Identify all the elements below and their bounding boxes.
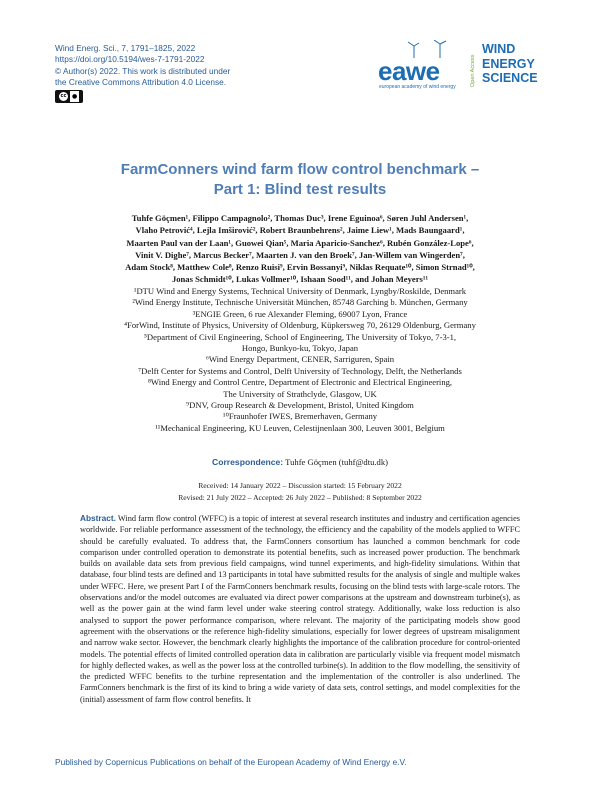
correspondence-label: Correspondence: — [212, 457, 284, 467]
accepted-dates: Revised: 21 July 2022 – Accepted: 26 July 2022 – Published: 8 September 2022 — [178, 492, 422, 502]
affiliation: ³ENGIE Green, 6 rue Alexander Fleming, 69007 Lyon, France — [192, 308, 408, 319]
copyright-line: © Author(s) 2022. This work is distributed under — [55, 65, 231, 76]
affiliation: ⁷Delft Center for Systems and Control, Delft University of Technology, Delft, the Netherlands — [138, 365, 462, 376]
affiliation: ⁹DNV, Group Research & Development, Bristol, United Kingdom — [186, 400, 414, 411]
affiliation: Hongo, Bunkyo-ku, Tokyo, Japan — [241, 343, 359, 354]
author-line: Adam Stock⁸, Matthew Cole⁸, Renzo Ruisi⁹, Ervin Bossanyi⁹, Niklas Requate¹⁰, Simon Strnad¹⁰, — [125, 262, 475, 273]
author-line: Maarten Paul van der Laan¹, Guowei Qian⁵, Maria Aparicio-Sanchez⁶, Rubén González-Lope⁶, — [126, 237, 474, 248]
author-line: Tuhfe Göçmen¹, Filippo Campagnolo², Thomas Duc³, Irene Eguinoa⁶, Søren Juhl Andersen¹, — [131, 213, 469, 223]
attribution-icon: ● — [70, 91, 79, 102]
correspondence-email[interactable]: Tuhfe Göçmen (tuhf@dtu.dk) — [285, 457, 388, 467]
eawe-wordmark: eawe — [378, 56, 440, 86]
affiliation: ¹DTU Wind and Energy Systems, Technical University of Denmark, Lyngby/Roskilde, Denmark — [133, 286, 467, 296]
creative-commons-icon: cc — [59, 92, 68, 101]
abstract — [80, 513, 520, 705]
affiliation: ¹⁰Fraunhofer IWES, Bremerhaven, Germany — [222, 411, 378, 422]
received-dates: Received: 14 January 2022 – Discussion started: 15 February 2022 — [198, 481, 402, 490]
affiliation: ⁵Department of Civil Engineering, School of Engineering, The University of Tokyo, 7-3-1, — [143, 331, 457, 342]
correspondence — [70, 457, 530, 467]
author-list — [70, 212, 530, 286]
cc-by-license-icon[interactable] — [55, 90, 83, 103]
journal-logo[interactable] — [378, 40, 553, 102]
author-line: Vlaho Petrović⁴, Lejla Imširović², Robert Braunbehrens², Jaime Liew¹, Mads Baungaard¹, — [135, 225, 465, 236]
open-access-label: Open Access — [470, 54, 476, 88]
affiliation: ²Wind Energy Institute, Technische Universität München, 85748 Garching b. München, Germany — [132, 297, 468, 308]
affiliation-list — [70, 286, 530, 434]
journal-header — [55, 43, 315, 103]
affiliation: The University of Strathclyde, Glasgow, UK — [223, 388, 377, 399]
doi-link[interactable]: https://doi.org/10.5194/wes-7-1791-2022 — [55, 54, 205, 65]
publisher-footer[interactable]: Published by Copernicus Publications on behalf of the European Academy of Wind Energy e.V. — [55, 757, 407, 767]
affiliation: ⁴ForWind, Institute of Physics, University of Oldenburg, Küpkersweg 70, 26129 Oldenburg, Germany — [124, 320, 476, 331]
journal-name: WIND ENERGY SCIENCE — [482, 42, 538, 85]
eawe-subtitle: european academy of wind energy — [379, 84, 456, 90]
paper-title: FarmConners wind farm flow control benchmark – Part 1: Blind test results — [120, 161, 480, 198]
citation: Wind Energ. Sci., 7, 1791–1825, 2022 — [55, 43, 196, 53]
author-line: Jonas Schmidt¹⁰, Lukas Vollmer¹⁰, Ishaan Sood¹¹, and Johan Meyers¹¹ — [171, 274, 429, 285]
affiliation: ⁸Wind Energy and Control Centre, Department of Electronic and Electrical Engineering, — [147, 377, 453, 388]
abstract-text: Wind farm flow control (WFFC) is a topic of interest at several research institutes and industry and certification agencies worldwide. For reliable performance assessment of the technology, the efficiency and the capability of the models applied to WFFC should be carefully evaluated. To address that, the FarmConners consortium has launched a common benchmark for code comparison under controlled operation to demonstrate its potential benefits, such as increased power production. The benchmark builds on available data sets from previous field campaigns, wind tunnel experiments, and high-fidelity simulations. Within that database, four blind tests are defined and 13 participants in total have submitted results for the analysis of single and multiple wakes under WFFC. Here, we present Part I of the FarmConners benchmark results, focusing on the blind tests with large-scale rotors. The observations and/or the model outcomes are evaluated via direct power comparisons at the upstream and downstream turbine(s), as well as the power gain at the wind farm level under wake steering control strategy. Additionally, wake loss reduction is also analysed to support the power performance comparison, where relevant. The majority of the participating models show good agreement with the observations or the reference high-fidelity simulations, especially for lower degrees of upstream misalignment and narrow wake sector. However, the benchmark clearly highlights the importance of the calibration procedure for control-oriented models. The potential effects of limited controlled operation data in calibration are particularly visible via frequent model mismatch for highly deflected wakes, as well as the power loss at the controlled turbine(s). In addition to the flow modelling, the sensitivity of the predicted WFFC benefits to the turbine representation and the implementation of the controller is also underlined. The FarmConners benchmark is the first of its kind to bring a wide variety of data sets, control settings, and model complexities for the (initial) assessment of farm flow control benefits. It — [80, 514, 520, 704]
publication-dates — [70, 480, 530, 503]
affiliation: ⁶Wind Energy Department, CENER, Sarriguren, Spain — [205, 354, 395, 365]
license-link[interactable]: the Creative Commons Attribution 4.0 License. — [55, 76, 227, 87]
abstract-label: Abstract. — [80, 513, 116, 523]
author-line: Vinit V. Dighe⁷, Marcus Becker⁷, Maarten J. van den Broek⁷, Jan-Willem van Wingerden⁷, — [135, 249, 465, 260]
affiliation: ¹¹Mechanical Engineering, KU Leuven, Celestijnenlaan 300, Leuven 3001, Belgium — [155, 422, 445, 433]
